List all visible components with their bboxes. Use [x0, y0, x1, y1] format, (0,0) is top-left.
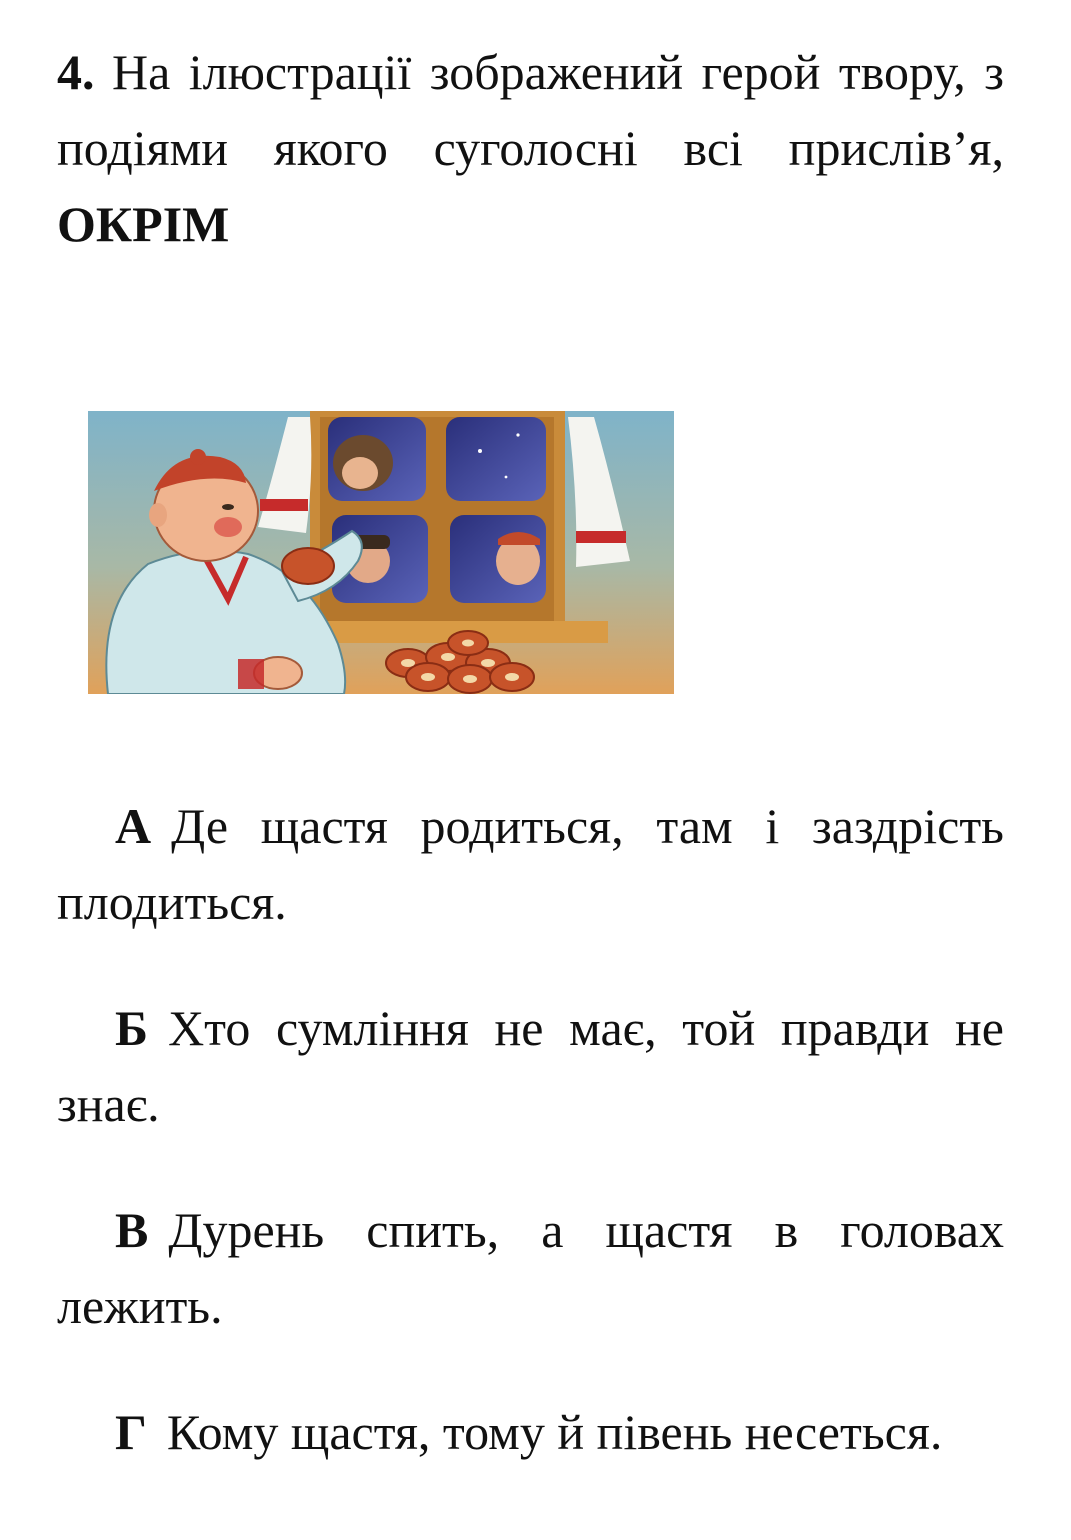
option-text: Хто сумління не має, той правди не знає.	[57, 1000, 1004, 1132]
option-letter: В	[115, 1202, 149, 1258]
answer-option-b[interactable]	[57, 990, 1004, 1142]
option-letter: Г	[115, 1404, 147, 1460]
fat-man-eating-bagels-illustration-icon	[88, 411, 674, 694]
option-letter: Б	[115, 1000, 149, 1056]
question-emphasis: ОКРІМ	[57, 196, 230, 252]
option-letter: А	[115, 798, 152, 854]
question-text-block	[57, 34, 1004, 262]
answer-option-v[interactable]	[57, 1192, 1004, 1344]
answer-option-a[interactable]	[57, 788, 1004, 940]
answer-option-h[interactable]	[57, 1394, 1004, 1470]
option-text: Дурень спить, а щастя в головах лежить.	[57, 1202, 1004, 1334]
story-illustration	[88, 411, 674, 694]
question-number: 4.	[57, 44, 95, 100]
option-text: Де щастя родиться, там і заздрість плодиться.	[57, 798, 1004, 930]
question-text: На ілюстрації зображений герой твору, з подіями якого суголосні всі прислів’я,	[57, 44, 1004, 176]
option-text: Кому щастя, тому й півень несеться.	[166, 1404, 943, 1460]
